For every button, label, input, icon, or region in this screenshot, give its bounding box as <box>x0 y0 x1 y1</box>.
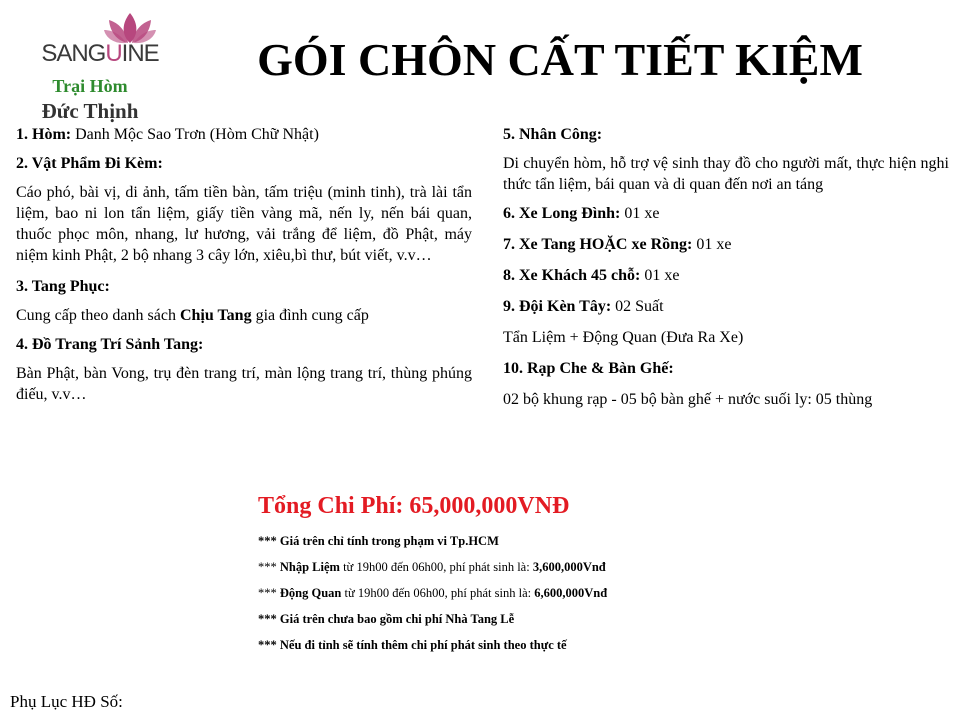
item-hearse-dragon: 7. Xe Tang HOẶC xe Rồng: 01 xe <box>503 236 732 253</box>
lotus-icon <box>104 10 156 44</box>
item-brass-band: 9. Đội Kèn Tây: 02 Suất <box>503 298 664 315</box>
note-area: *** Giá trên chỉ tính trong phạm vi Tp.HCM <box>258 534 499 548</box>
item-mourning-clothes-heading: 3. Tang Phục: <box>16 278 110 295</box>
item-labor-heading: 5. Nhân Công: <box>503 126 603 143</box>
item-brass-band-detail: Tẩn Liệm + Động Quan (Đưa Ra Xe) <box>503 329 744 346</box>
sanguine-logo <box>20 10 160 123</box>
note-night-departure: *** Động Quan từ 19h00 đến 06h00, phí phát sinh là: 6,600,000Vnđ <box>258 586 608 600</box>
logo-subtitle: Trại Hòm <box>52 76 128 96</box>
item-accessories-text: Cáo phó, bài vị, di ảnh, tấm tiền bàn, tấm triệu (minh tinh), trà lài tẩn liệm, bao ni lon tẩn liệm, giấy tiền vàng mã, nến ly, nến bái quan, thuốc phọc môn, nhang, lư hương, vải trắng để liệm, đồ Phật, máy niệm kinh Phật, 2 bộ nhang 3 cây lớn, xiêu,bì thư, bút viết, v.v… <box>16 184 472 264</box>
contract-appendix-label: Phụ Lục HĐ Số: <box>10 692 123 711</box>
item-coffin: 1. Hòm: Danh Mộc Sao Trơn (Hòm Chữ Nhật) <box>16 126 319 143</box>
note-night-encoffining: *** Nhập Liệm từ 19h00 đến 06h00, phí phát sinh là: 3,600,000Vnđ <box>258 560 606 574</box>
page-title: GÓI CHÔN CẤT TIẾT KIỆM <box>257 34 863 85</box>
item-tent-chairs-heading: 10. Rạp Che & Bàn Ghế: <box>503 360 674 377</box>
package-items-left <box>16 124 472 415</box>
item-accessories-heading: 2. Vật Phẩm Đi Kèm: <box>16 155 163 172</box>
brand-name: SANGUINE <box>41 40 159 67</box>
item-hall-decoration-text: Bàn Phật, bàn Vong, trụ đèn trang trí, màn lộng trang trí, thùng phúng điếu, v.v… <box>16 365 472 403</box>
item-hearse-long-dinh: 6. Xe Long Đình: 01 xe <box>503 205 660 222</box>
package-items-right <box>503 124 949 420</box>
item-tent-chairs-text: 02 bộ khung rạp - 05 bộ bàn ghế + nước suối ly: 05 thùng <box>503 391 873 408</box>
item-hall-decoration-heading: 4. Đồ Trang Trí Sảnh Tang: <box>16 336 204 353</box>
item-mourning-clothes-text: Cung cấp theo danh sách Chịu Tang gia đình cung cấp <box>16 307 369 324</box>
price-notes <box>258 534 607 664</box>
logo-company-name: Đức Thịnh <box>41 99 139 123</box>
item-passenger-bus: 8. Xe Khách 45 chỗ: 01 xe <box>503 267 680 284</box>
item-labor-text: Di chuyển hòm, hỗ trợ vệ sinh thay đồ cho người mất, thực hiện nghi thức tẩn liệm, bái quan và di quan đến nơi an táng <box>503 155 949 193</box>
total-cost: Tổng Chi Phí: 65,000,000VNĐ <box>258 493 570 519</box>
note-funeral-home: *** Giá trên chưa bao gồm chi phí Nhà Tang Lễ <box>258 612 515 626</box>
note-province: *** Nếu đi tỉnh sẽ tính thêm chi phí phát sinh theo thực tế <box>258 638 567 652</box>
